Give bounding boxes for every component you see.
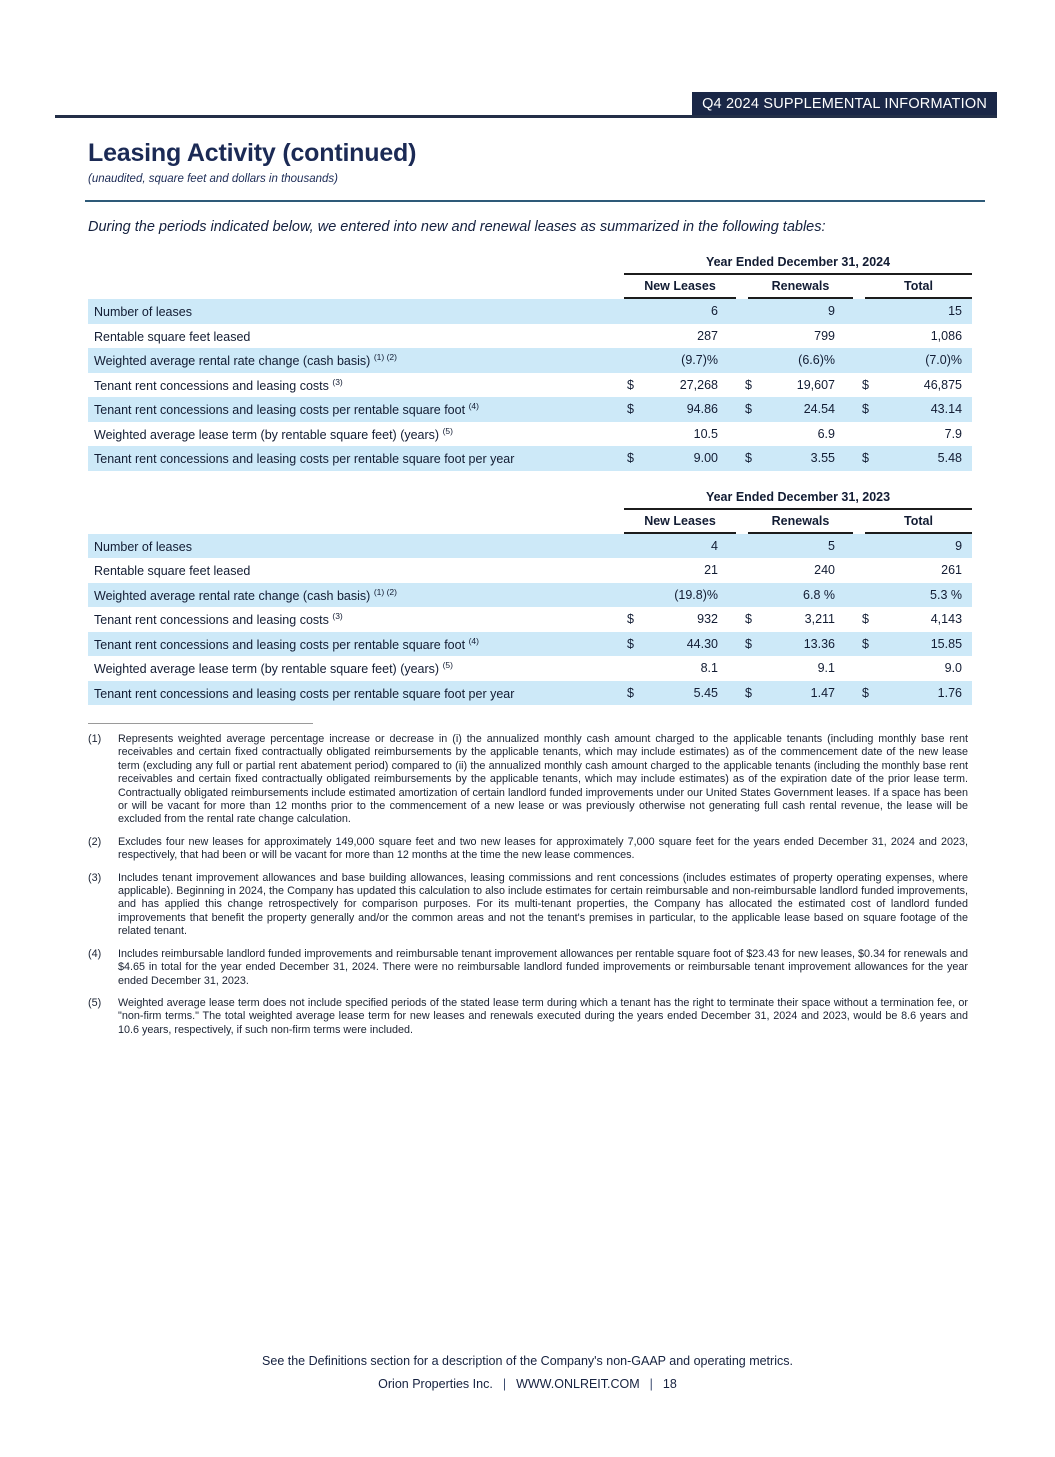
cell-value: 932	[697, 612, 718, 627]
cell-value: 9	[766, 299, 859, 324]
cell-value: 44.30	[648, 632, 742, 657]
cell-value: 9.0	[944, 661, 963, 676]
footnote-3	[88, 872, 968, 939]
currency-symbol: $	[624, 632, 648, 657]
table-row	[88, 299, 972, 324]
period-header-row	[88, 488, 972, 509]
currency-symbol: $	[745, 377, 752, 392]
definitions-note: See the Definitions section for a description of the Company's non-GAAP and operating metrics.	[262, 1354, 793, 1368]
currency-symbol	[859, 348, 883, 373]
top-rule	[55, 92, 997, 118]
currency-symbol	[624, 324, 648, 349]
currency-symbol: $	[742, 681, 766, 706]
footnote-2	[88, 836, 968, 863]
footnote-divider	[88, 723, 313, 724]
page-title: Leasing Activity (continued)	[88, 139, 417, 167]
currency-symbol: $	[859, 681, 883, 706]
table-row	[88, 422, 972, 447]
currency-symbol	[859, 583, 883, 608]
footnote-4	[88, 948, 968, 988]
table-row	[88, 324, 972, 349]
currency-symbol	[742, 656, 766, 681]
currency-symbol: $	[742, 397, 766, 422]
footnote-ref: (5)	[442, 660, 453, 671]
table-row	[88, 373, 972, 398]
table-row	[88, 446, 972, 471]
page-content	[88, 139, 968, 1037]
cell-value: 15.85	[883, 632, 972, 657]
currency-symbol: $	[627, 377, 634, 392]
period-header: Year Ended December 31, 2023	[624, 488, 972, 509]
currency-symbol: $	[627, 612, 634, 627]
footnote-text: Includes reimbursable landlord funded improvements and reimbursable tenant improvement allowances per rentable square foot of $23.43 for new leases, $0.34 for renewals and $4.65 in total for the year ended December 31, 2024. There were no reimbursable landlord funded improvements or reimbursable tenant improvement allowances for the year ended December 31, 2023.	[118, 947, 968, 987]
footnote-1	[88, 733, 968, 827]
page-subtitle: (unaudited, square feet and dollars in thousands)	[88, 173, 338, 185]
section-divider	[85, 200, 985, 202]
table-row	[88, 656, 972, 681]
footnote-ref: (1) (2)	[373, 352, 397, 363]
cell-value: 15	[883, 299, 972, 324]
column-header-renewals: Renewals	[748, 275, 853, 299]
currency-symbol	[624, 422, 648, 447]
cell-value: 240	[814, 563, 835, 578]
cell-value: 4	[648, 534, 742, 559]
currency-symbol	[859, 558, 883, 583]
currency-symbol	[859, 324, 883, 349]
currency-symbol: $	[859, 446, 883, 471]
footnote-text: Represents weighted average percentage increase or decrease in (i) the annualized monthly cash amount charged to the applicable tenants (including monthly base rent receivables and certain fixed contractually obligated reimbursements by the applicable tenants, which may include estimates) as of the commencement date of the new lease term (excluding any full or partial rent abatement period) compared to (ii) the annualized monthly cash amount charged to the applicable tenants (including the monthly base rent receivables and certain fixed contractually obligated reimbursements by the applicable tenants, which may include estimates) as of the expiration date of the prior lease term. Contractually obligated reimbursements include estimated amortization of certain landlord funded improvements under our United States Government leases. If a space has been or will be vacant for more than 12 months prior to the commencement of a new lease or was previously otherwise not generating full cash rental revenue, the lease will be excluded from the rental rate change calculation.	[118, 733, 968, 826]
currency-symbol	[859, 422, 883, 447]
column-header-row	[88, 509, 972, 534]
row-label: Tenant rent concessions and leasing costs per rentable square foot per year	[94, 686, 515, 701]
row-label: Weighted average rental rate change (cash basis)	[94, 588, 371, 603]
currency-symbol	[742, 324, 766, 349]
footnote-text: Includes tenant improvement allowances and base building allowances, leasing commissions and rent concessions (includes estimates of property operating expenses, where applicable). Beginning in 2024, the Company has updated this calculation to also include estimates for certain reimbursable and non-reimbursable landlord funded improvements, and has applied this change retrospectively for comparison purposes. For its multi-tenant properties, the Company has allocated the estimated cost of landlord funded improvements that benefit the property generally and/or the common areas and not the tenant's premises in particular, to the applicable lease based on square footage of the related tenant.	[118, 871, 968, 938]
period-header-row	[88, 253, 972, 274]
cell-value: 5.48	[883, 446, 972, 471]
currency-symbol: $	[859, 397, 883, 422]
page-footer	[0, 1354, 1055, 1391]
footnote-ref: (5)	[442, 425, 453, 436]
currency-symbol: $	[742, 632, 766, 657]
footnote-ref: (4)	[468, 635, 479, 646]
currency-symbol	[742, 534, 766, 559]
cell-value: 24.54	[766, 397, 859, 422]
row-label: Rentable square feet leased	[94, 564, 251, 579]
footer-separator: |	[649, 1377, 653, 1391]
currency-symbol	[859, 656, 883, 681]
cell-value: 19,607	[796, 377, 835, 392]
currency-symbol	[742, 422, 766, 447]
row-label: Tenant rent concessions and leasing costs	[94, 378, 329, 393]
row-label: Weighted average rental rate change (cash basis)	[94, 354, 371, 369]
table-row	[88, 583, 972, 608]
cell-value: 5.3 %	[883, 583, 972, 608]
currency-symbol	[624, 558, 648, 583]
leasing-table-2024	[88, 253, 972, 471]
currency-symbol: $	[862, 612, 869, 627]
cell-value: 10.5	[693, 426, 718, 441]
footnote-marker: (1)	[88, 733, 102, 745]
cell-value: 5	[766, 534, 859, 559]
currency-symbol: $	[742, 446, 766, 471]
currency-symbol	[859, 534, 883, 559]
cell-value: (7.0)%	[883, 348, 972, 373]
cell-value: 94.86	[648, 397, 742, 422]
cell-value: (19.8)%	[648, 583, 742, 608]
footer-website: WWW.ONLREIT.COM	[516, 1377, 640, 1391]
period-header: Year Ended December 31, 2024	[624, 253, 972, 274]
currency-symbol	[624, 299, 648, 324]
cell-value: 1.76	[883, 681, 972, 706]
currency-symbol	[742, 348, 766, 373]
currency-symbol: $	[745, 612, 752, 627]
row-label: Number of leases	[94, 305, 192, 320]
row-label: Weighted average lease term (by rentable square feet) (years)	[94, 427, 440, 442]
cell-value: 261	[941, 563, 963, 578]
footnotes-section	[88, 733, 968, 1037]
footnote-ref: (3)	[332, 611, 343, 622]
cell-value: 1,086	[930, 328, 963, 343]
table-row	[88, 348, 972, 373]
cell-value: 799	[814, 328, 835, 343]
leasing-table-2023	[88, 488, 972, 706]
row-label: Tenant rent concessions and leasing costs per rentable square foot	[94, 403, 466, 418]
cell-value: 13.36	[766, 632, 859, 657]
cell-value: 43.14	[883, 397, 972, 422]
currency-symbol	[742, 558, 766, 583]
currency-symbol: $	[624, 446, 648, 471]
table-row	[88, 607, 972, 632]
cell-value: 9	[883, 534, 972, 559]
table-row	[88, 558, 972, 583]
footnote-text: Excludes four new leases for approximately 149,000 square feet and two new leases for approximately 7,000 square feet for the years ended December 31, 2024 and 2023, respectively, that had been or will be vacant for more than 12 months at the time the new lease commences.	[118, 835, 968, 862]
currency-symbol: $	[862, 377, 869, 392]
footer-company: Orion Properties Inc.	[378, 1377, 493, 1391]
currency-symbol	[624, 348, 648, 373]
currency-symbol	[624, 583, 648, 608]
currency-symbol	[624, 656, 648, 681]
cell-value: 5.45	[648, 681, 742, 706]
cell-value: (9.7)%	[648, 348, 742, 373]
report-banner: Q4 2024 SUPPLEMENTAL INFORMATION	[692, 92, 997, 115]
column-header-new-leases: New Leases	[624, 275, 736, 299]
row-label: Weighted average lease term (by rentable square feet) (years)	[94, 662, 440, 677]
cell-value: 27,268	[679, 377, 718, 392]
cell-value: 6.8 %	[766, 583, 859, 608]
footnote-ref: (1) (2)	[373, 586, 397, 597]
footnote-marker: (5)	[88, 996, 102, 1009]
footnote-5	[88, 997, 968, 1037]
cell-value: (6.6)%	[766, 348, 859, 373]
currency-symbol	[742, 299, 766, 324]
footnote-marker: (2)	[88, 835, 102, 848]
table-row	[88, 397, 972, 422]
cell-value: 8.1	[700, 661, 718, 676]
footnote-ref: (3)	[332, 376, 343, 387]
cell-value: 3,211	[804, 612, 835, 627]
row-label: Tenant rent concessions and leasing costs	[94, 613, 329, 628]
table-row	[88, 534, 972, 559]
cell-value: 21	[704, 563, 718, 578]
cell-value: 3.55	[766, 446, 859, 471]
footnote-ref: (4)	[468, 401, 479, 412]
cell-value: 6	[648, 299, 742, 324]
footnote-marker: (3)	[88, 871, 102, 884]
cell-value: 287	[697, 328, 718, 343]
column-header-total: Total	[865, 510, 972, 534]
intro-text: During the periods indicated below, we entered into new and renewal leases as summarized in the following tables:	[88, 219, 826, 235]
page-number: 18	[662, 1377, 677, 1391]
column-header-row	[88, 274, 972, 299]
footnote-marker: (4)	[88, 947, 102, 960]
currency-symbol: $	[859, 632, 883, 657]
cell-value: 6.9	[817, 426, 835, 441]
currency-symbol: $	[624, 681, 648, 706]
cell-value: 7.9	[944, 426, 963, 441]
cell-value: 1.47	[766, 681, 859, 706]
cell-value: 46,875	[923, 377, 963, 392]
footer-separator: |	[502, 1377, 507, 1391]
column-header-total: Total	[865, 275, 972, 299]
cell-value: 9.1	[817, 661, 835, 676]
column-header-new-leases: New Leases	[624, 510, 736, 534]
column-header-renewals: Renewals	[748, 510, 853, 534]
currency-symbol	[624, 534, 648, 559]
currency-symbol	[742, 583, 766, 608]
cell-value: 9.00	[648, 446, 742, 471]
row-label: Tenant rent concessions and leasing costs per rentable square foot	[94, 637, 466, 652]
currency-symbol	[859, 299, 883, 324]
table-row	[88, 632, 972, 657]
row-label: Tenant rent concessions and leasing costs per rentable square foot per year	[94, 452, 515, 467]
currency-symbol: $	[624, 397, 648, 422]
row-label: Rentable square feet leased	[94, 329, 251, 344]
row-label: Number of leases	[94, 539, 192, 554]
footnote-text: Weighted average lease term does not include specified periods of the stated lease term during which a tenant has the right to terminate their space without a termination fee, or "non-firm terms." The total weighted average lease term for new leases and renewals executed during the years ended December 31, 2024 and 2023, would be 8.6 years and 10.6 years, respectively, if such non-firm terms were included.	[118, 996, 968, 1036]
table-row	[88, 681, 972, 706]
cell-value: 4,143	[930, 612, 963, 627]
